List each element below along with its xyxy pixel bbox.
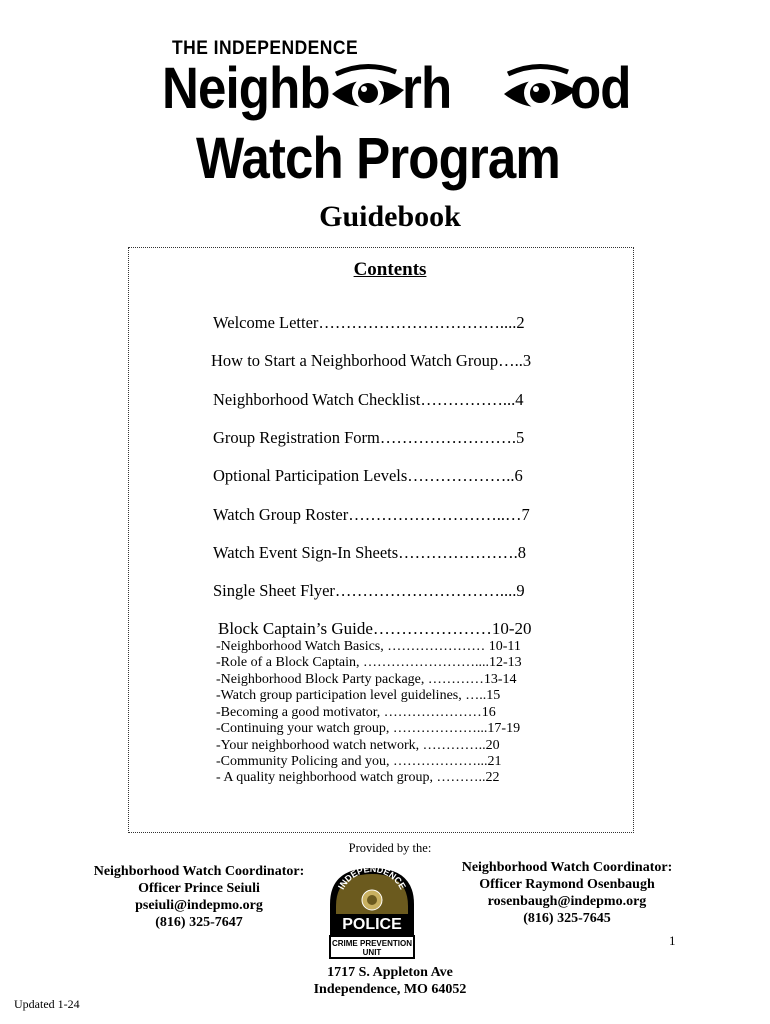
coordinator-left xyxy=(64,863,334,931)
address xyxy=(0,964,770,998)
logo-top-line: THE INDEPENDENCE xyxy=(172,38,359,59)
contents-heading: Contents xyxy=(353,259,427,280)
provided-by-label: Provided by the: xyxy=(348,841,432,855)
toc-item-welcome-letter: Welcome Letter……………………………....2 xyxy=(213,313,525,332)
toc-subitem: - A quality neighborhood watch group, ………..22 xyxy=(216,770,500,785)
badge-arc-text: INDEPENDENCE xyxy=(336,864,408,892)
toc-subitem: -Role of a Block Captain, ……………………....12-13 xyxy=(216,655,522,670)
logo-watch-program-text: Watch Program xyxy=(196,126,560,191)
address-line2: Independence, MO 64052 xyxy=(313,982,467,997)
logo-text-part2: rh xyxy=(402,56,452,121)
coordinator-email: rosenbaugh@indepmo.org xyxy=(487,894,647,909)
toc-subitem: -Community Policing and you, ………………...21 xyxy=(216,754,502,769)
updated-date: Updated 1-24 xyxy=(14,997,80,1011)
coordinator-email: pseiuli@indepmo.org xyxy=(135,898,263,913)
coordinator-phone: (816) 325-7647 xyxy=(155,915,243,930)
logo-text-part1: Neighb xyxy=(162,56,330,121)
toc-item-how-to-start: How to Start a Neighborhood Watch Group…..3 xyxy=(211,351,532,370)
page-title: Guidebook xyxy=(319,200,461,233)
eye-icon xyxy=(330,60,406,122)
badge-main-text: POLICE xyxy=(342,916,402,933)
badge-unit-line2: UNIT xyxy=(362,948,382,957)
logo-title-line2 xyxy=(196,126,609,191)
coordinator-phone: (816) 325-7645 xyxy=(523,911,611,926)
eye-icon xyxy=(502,60,578,122)
police-badge-icon xyxy=(326,864,418,960)
toc-item-single-sheet-flyer: Single Sheet Flyer…………………………....9 xyxy=(213,581,525,600)
toc-subitem: -Neighborhood Block Party package, …………13-14 xyxy=(216,672,517,687)
coordinator-right xyxy=(432,859,702,927)
toc-item-participation-levels: Optional Participation Levels………………..6 xyxy=(213,466,523,485)
page-number: 1 xyxy=(669,933,676,948)
toc-subitem: -Watch group participation level guidelines, …..15 xyxy=(216,688,501,703)
toc-item-sign-in-sheets: Watch Event Sign-In Sheets………………….8 xyxy=(213,543,527,562)
toc-item-registration-form: Group Registration Form…………………….5 xyxy=(213,428,525,447)
coordinator-name: Officer Raymond Osenbaugh xyxy=(479,877,655,892)
toc-subitem: -Becoming a good motivator, …………………16 xyxy=(216,705,496,720)
coordinator-title: Neighborhood Watch Coordinator: xyxy=(461,860,673,875)
toc-item-block-captains-guide: Block Captain’s Guide…………………10-20 xyxy=(218,619,532,638)
toc-item-checklist: Neighborhood Watch Checklist……………...4 xyxy=(213,390,524,409)
toc-subitem: -Continuing your watch group, ………………...17-19 xyxy=(216,721,521,736)
coordinator-title: Neighborhood Watch Coordinator: xyxy=(93,864,305,879)
logo-text-part3: od xyxy=(570,56,631,121)
toc-subitem: -Neighborhood Watch Basics, ………………… 10-11 xyxy=(216,639,521,654)
coordinator-name: Officer Prince Seiuli xyxy=(138,881,260,896)
toc-item-group-roster: Watch Group Roster………………………..…7 xyxy=(213,505,530,524)
address-line1: 1717 S. Appleton Ave xyxy=(327,965,453,980)
badge-unit-line1: CRIME PREVENTION xyxy=(331,939,413,948)
toc-subitem: -Your neighborhood watch network, …………..20 xyxy=(216,738,500,753)
